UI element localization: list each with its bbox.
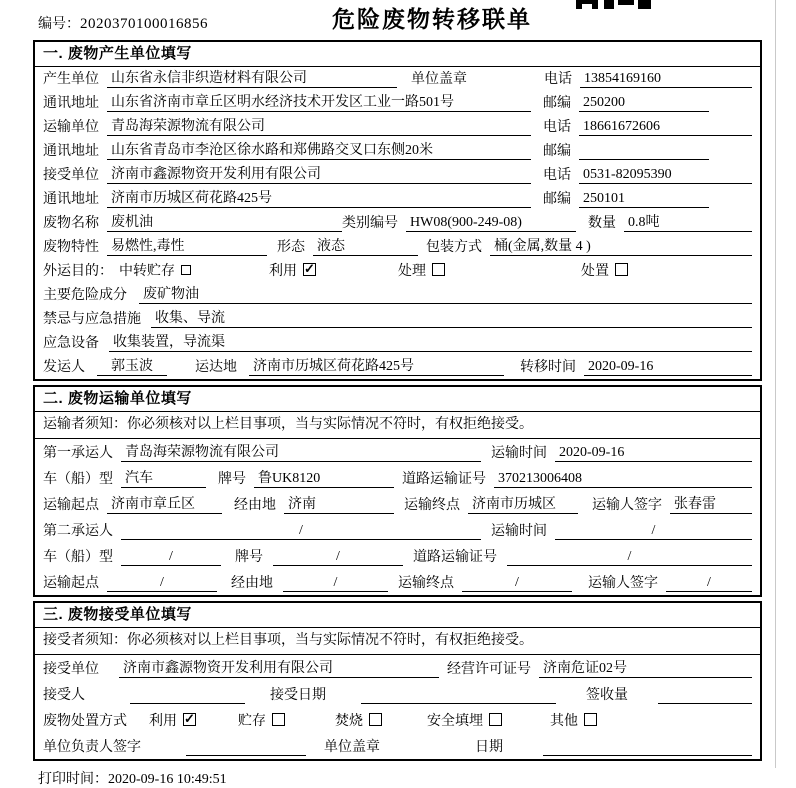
vehicle1-permit-label: 道路运输证号 bbox=[402, 472, 486, 487]
disposal-option-landfill bbox=[427, 712, 502, 730]
disposal-option-storage bbox=[238, 712, 285, 730]
purpose-option-treat bbox=[398, 262, 445, 280]
row-producer bbox=[35, 67, 760, 91]
route2-sign-label: 运输人签字 bbox=[588, 576, 658, 591]
carrier2-time-value: / bbox=[555, 523, 752, 540]
producer-seal-label: 单位盖章 bbox=[411, 72, 467, 87]
checkbox-disposal-incinerate bbox=[369, 713, 382, 726]
hazard-value: 废矿物油 bbox=[139, 287, 752, 304]
disposal-option-incinerate bbox=[335, 712, 382, 730]
purpose-option-utilize bbox=[269, 262, 316, 280]
row-shipper bbox=[35, 355, 760, 379]
section-producer bbox=[33, 40, 762, 381]
section-transporter bbox=[33, 385, 762, 597]
vehicle1-plate-value: 鲁UK8120 bbox=[254, 471, 394, 488]
row-signer bbox=[35, 733, 760, 759]
disposal-utilize-label: 利用 bbox=[149, 714, 177, 729]
row-receiver-address bbox=[35, 187, 760, 211]
signer-date-value bbox=[543, 740, 752, 756]
receiver-address-label: 通讯地址 bbox=[43, 192, 99, 207]
receiver-phone-value: 0531-82095390 bbox=[579, 167, 752, 184]
section2-notice: 运输者须知：你必须核对以上栏目事项，当与实际情况不符时，有权拒绝接受。 bbox=[35, 412, 760, 439]
route2-via-value: / bbox=[283, 575, 388, 592]
transporter-phone-value: 18661672606 bbox=[579, 119, 752, 136]
signer-seal-label: 单位盖章 bbox=[324, 740, 380, 755]
checkbox-disposal-storage bbox=[272, 713, 285, 726]
vehicle2-value: / bbox=[121, 549, 221, 566]
checkbox-disposal-utilize bbox=[183, 713, 196, 726]
acceptor-value bbox=[130, 688, 245, 704]
receiver-label: 接受单位 bbox=[43, 168, 99, 183]
license-value: 济南危证02号 bbox=[539, 661, 752, 678]
transporter-phone-label: 电话 bbox=[543, 120, 571, 135]
route2-value: / bbox=[107, 575, 217, 592]
carrier2-label: 第二承运人 bbox=[43, 524, 113, 539]
checkbox-dispose bbox=[615, 263, 628, 276]
row-waste-name bbox=[35, 211, 760, 235]
waste-traits-label: 废物特性 bbox=[43, 240, 99, 255]
page-title: 危险废物转移联单 bbox=[332, 6, 532, 32]
accept-date-value bbox=[361, 688, 556, 704]
waste-pack-label: 包装方式 bbox=[426, 240, 482, 255]
producer-address-label: 通讯地址 bbox=[43, 96, 99, 111]
row-producer-address bbox=[35, 91, 760, 115]
carrier2-time-label: 运输时间 bbox=[491, 524, 547, 539]
receiver-address-value: 济南市历城区荷花路425号 bbox=[107, 191, 531, 208]
qr-block-notch bbox=[582, 4, 592, 9]
section3-title: 三. 废物接受单位填写 bbox=[35, 603, 760, 628]
license-label: 经营许可证号 bbox=[447, 662, 531, 677]
print-time-value: 2020-09-16 10:49:51 bbox=[108, 772, 227, 787]
route1-via-label: 经由地 bbox=[234, 498, 276, 513]
purpose-option-dispose-label: 处置 bbox=[581, 264, 609, 279]
purpose-option-dispose bbox=[581, 262, 628, 280]
transporter-address-label: 通讯地址 bbox=[43, 144, 99, 159]
row-carrier2 bbox=[35, 517, 760, 543]
qr-block bbox=[638, 0, 651, 9]
row-acceptor bbox=[35, 681, 760, 707]
waste-name-value: 废机油 bbox=[107, 215, 342, 232]
document-number-value: 2020370100016856 bbox=[80, 16, 208, 32]
receive-unit-label: 接受单位 bbox=[43, 662, 99, 677]
row-disposal bbox=[35, 707, 760, 733]
route1-value: 济南市章丘区 bbox=[107, 497, 222, 514]
document-number bbox=[38, 13, 208, 33]
route1-label: 运输起点 bbox=[43, 498, 99, 513]
route1-end-value: 济南市历城区 bbox=[468, 497, 578, 514]
receiver-value: 济南市鑫源物资开发利用有限公司 bbox=[107, 167, 531, 184]
row-receive-unit bbox=[35, 655, 760, 681]
transporter-label: 运输单位 bbox=[43, 120, 99, 135]
purpose-option-utilize-label: 利用 bbox=[269, 264, 297, 279]
disposal-incinerate-label: 焚烧 bbox=[335, 714, 363, 729]
transporter-zip-label: 邮编 bbox=[543, 144, 571, 159]
section1-title: 一. 废物产生单位填写 bbox=[35, 42, 760, 67]
route1-via-value: 济南 bbox=[284, 497, 394, 514]
producer-phone-label: 电话 bbox=[544, 72, 572, 87]
print-time-label: 打印时间： bbox=[38, 772, 108, 787]
checkbox-transfer-storage bbox=[181, 265, 191, 275]
acceptor-label: 接受人 bbox=[43, 688, 85, 703]
receipt-qty-value bbox=[658, 688, 752, 704]
signer-value bbox=[186, 740, 306, 756]
purpose-option-transfer-label: 中转贮存 bbox=[119, 264, 175, 279]
equipment-value: 收集装置，导流渠 bbox=[109, 335, 752, 352]
carrier1-value: 青岛海荣源物流有限公司 bbox=[121, 445, 481, 462]
shipper-time-label: 转移时间 bbox=[520, 360, 576, 375]
row-route1 bbox=[35, 491, 760, 517]
route2-label: 运输起点 bbox=[43, 576, 99, 591]
disposal-option-other bbox=[550, 712, 597, 730]
receiver-phone-label: 电话 bbox=[543, 168, 571, 183]
equipment-label: 应急设备 bbox=[43, 336, 99, 351]
carrier1-time-label: 运输时间 bbox=[491, 446, 547, 461]
vehicle1-plate-label: 牌号 bbox=[218, 472, 246, 487]
shipper-dest-value: 济南市历城区荷花路425号 bbox=[249, 359, 504, 376]
vehicle2-permit-label: 道路运输证号 bbox=[413, 550, 497, 565]
transporter-zip-value bbox=[579, 144, 709, 160]
checkbox-disposal-landfill bbox=[489, 713, 502, 726]
waste-qty-value: 0.8吨 bbox=[624, 215, 752, 232]
shipper-label: 发运人 bbox=[43, 360, 85, 375]
carrier1-label: 第一承运人 bbox=[43, 446, 113, 461]
producer-phone-value: 13854169160 bbox=[580, 71, 752, 88]
section2-title: 二. 废物运输单位填写 bbox=[35, 387, 760, 412]
route2-end-value: / bbox=[462, 575, 572, 592]
vehicle2-plate-label: 牌号 bbox=[235, 550, 263, 565]
waste-code-label: 类别编号 bbox=[342, 216, 398, 231]
carrier2-value: / bbox=[121, 523, 481, 540]
waste-form-label: 形态 bbox=[277, 240, 305, 255]
document-header bbox=[0, 0, 796, 40]
document-number-label: 编号： bbox=[38, 17, 80, 32]
checkbox-disposal-other bbox=[584, 713, 597, 726]
vehicle1-label: 车（船）型 bbox=[43, 472, 113, 487]
route1-sign-label: 运输人签字 bbox=[592, 498, 662, 513]
print-time bbox=[38, 768, 796, 788]
shipper-value: 郭玉波 bbox=[97, 359, 167, 376]
row-taboo bbox=[35, 307, 760, 331]
row-transporter-address bbox=[35, 139, 760, 163]
route1-sign-value: 张春雷 bbox=[670, 497, 752, 514]
row-transporter bbox=[35, 115, 760, 139]
disposal-option-utilize bbox=[149, 712, 196, 730]
vehicle2-plate-value: / bbox=[273, 549, 403, 566]
waste-name-label: 废物名称 bbox=[43, 216, 99, 231]
row-purpose bbox=[35, 259, 760, 283]
route2-end-label: 运输终点 bbox=[398, 576, 454, 591]
row-equipment bbox=[35, 331, 760, 355]
checkbox-treat bbox=[432, 263, 445, 276]
producer-zip-value: 250200 bbox=[579, 95, 709, 112]
disposal-storage-label: 贮存 bbox=[238, 714, 266, 729]
receiver-zip-label: 邮编 bbox=[543, 192, 571, 207]
taboo-value: 收集、导流 bbox=[151, 311, 752, 328]
producer-label: 产生单位 bbox=[43, 72, 99, 87]
row-route2 bbox=[35, 569, 760, 595]
vehicle1-value: 汽车 bbox=[121, 471, 206, 488]
hazard-label: 主要危险成分 bbox=[43, 288, 127, 303]
section-receiver bbox=[33, 601, 762, 761]
receive-unit-value: 济南市鑫源物资开发利用有限公司 bbox=[119, 661, 439, 678]
receiver-zip-value: 250101 bbox=[579, 191, 709, 208]
accept-date-label: 接受日期 bbox=[270, 688, 326, 703]
vehicle2-label: 车（船）型 bbox=[43, 550, 113, 565]
row-hazard bbox=[35, 283, 760, 307]
section3-notice: 接受者须知：你必须核对以上栏目事项，当与实际情况不符时，有权拒绝接受。 bbox=[35, 628, 760, 655]
page-edge-line bbox=[775, 0, 776, 768]
disposal-other-label: 其他 bbox=[550, 714, 578, 729]
route2-via-label: 经由地 bbox=[231, 576, 273, 591]
purpose-option-treat-label: 处理 bbox=[398, 264, 426, 279]
producer-zip-label: 邮编 bbox=[543, 96, 571, 111]
disposal-label: 废物处置方式 bbox=[43, 714, 127, 729]
taboo-label: 禁忌与应急措施 bbox=[43, 312, 141, 327]
producer-address-value: 山东省济南市章丘区明水经济技术开发区工业一路501号 bbox=[107, 95, 531, 112]
disposal-landfill-label: 安全填埋 bbox=[427, 714, 483, 729]
vehicle1-permit-value: 370213006408 bbox=[494, 471, 752, 488]
qr-block bbox=[604, 0, 614, 9]
waste-traits-value: 易燃性,毒性 bbox=[107, 239, 267, 256]
purpose-option-transfer bbox=[119, 264, 191, 280]
qr-block bbox=[618, 0, 634, 5]
row-vehicle1 bbox=[35, 465, 760, 491]
waste-qty-label: 数量 bbox=[588, 216, 616, 231]
waste-pack-value: 桶(金属,数量 4 ) bbox=[490, 239, 752, 256]
route1-end-label: 运输终点 bbox=[404, 498, 460, 513]
row-waste-traits bbox=[35, 235, 760, 259]
row-receiver bbox=[35, 163, 760, 187]
transporter-value: 青岛海荣源物流有限公司 bbox=[107, 119, 531, 136]
shipper-dest-label: 运达地 bbox=[195, 360, 237, 375]
checkbox-utilize bbox=[303, 263, 316, 276]
waste-code-value: HW08(900-249-08) bbox=[406, 215, 576, 232]
vehicle2-permit-value: / bbox=[507, 549, 752, 566]
waste-form-value: 液态 bbox=[313, 239, 418, 256]
route2-sign-value: / bbox=[666, 575, 752, 592]
signer-date-label: 日期 bbox=[475, 740, 503, 755]
producer-value: 山东省永信非织造材料有限公司 bbox=[107, 71, 397, 88]
row-vehicle2 bbox=[35, 543, 760, 569]
row-carrier1 bbox=[35, 439, 760, 465]
qr-code-fragment bbox=[576, 0, 656, 9]
transporter-address-value: 山东省青岛市李沧区徐水路和郑佛路交叉口东侧20米 bbox=[107, 143, 531, 160]
receipt-qty-label: 签收量 bbox=[586, 688, 628, 703]
carrier1-time-value: 2020-09-16 bbox=[555, 445, 752, 462]
purpose-label: 外运目的： bbox=[43, 264, 113, 279]
shipper-time-value: 2020-09-16 bbox=[584, 359, 752, 376]
signer-label: 单位负责人签字 bbox=[43, 740, 141, 755]
